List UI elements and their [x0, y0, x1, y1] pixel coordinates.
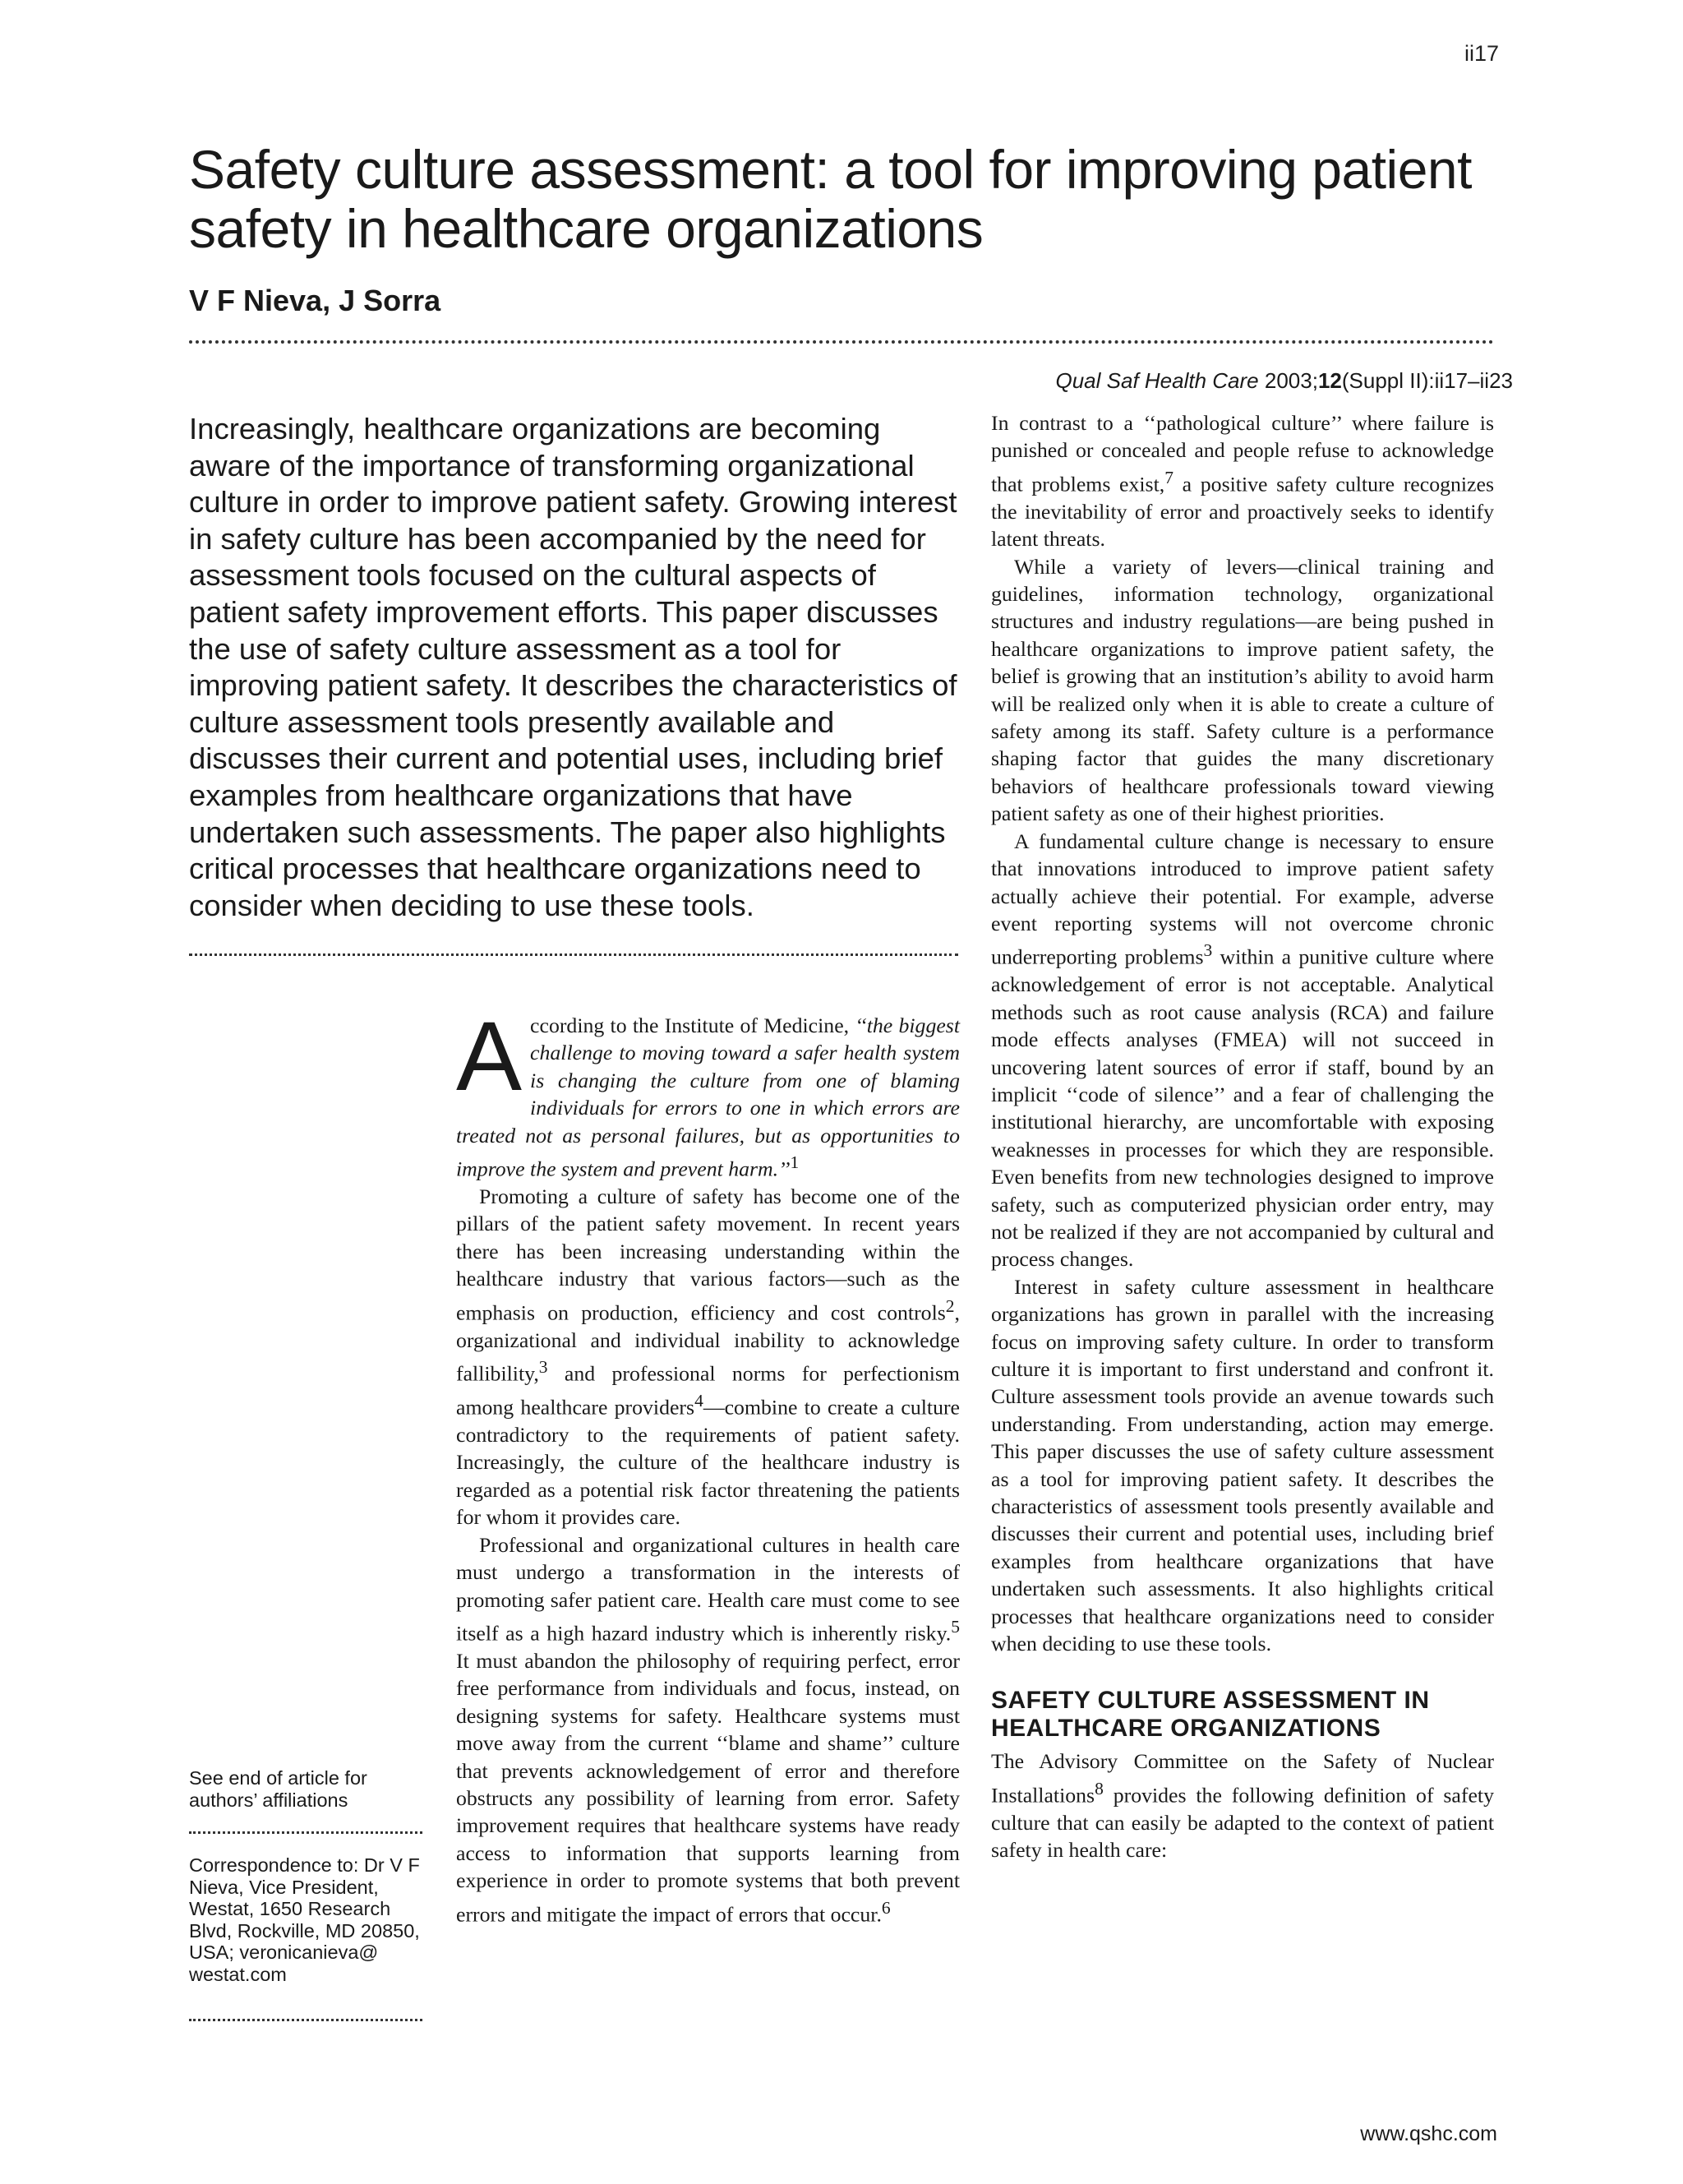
reference-mark: 4	[694, 1391, 703, 1411]
reference-mark: 1	[790, 1152, 800, 1173]
body-paragraph	[991, 1748, 1494, 1863]
body-paragraph-continued	[991, 409, 1494, 553]
authors: V F Nieva, J Sorra	[189, 284, 441, 317]
paragraph-text: a positive safety culture recognizes the inevitability of error and proactively seeks to identify latent threats.	[991, 472, 1494, 552]
intro-lead: ccording to the Institute of Medicine,	[530, 1014, 855, 1037]
reference-mark: 3	[1203, 940, 1213, 961]
reference-mark: 8	[1095, 1778, 1104, 1798]
footer-website[interactable]: www.qshc.com	[1360, 2122, 1497, 2145]
sidebar-divider	[189, 1831, 422, 1834]
paragraph-text: The Advisory Committee on the Safety of Nuclear Installations	[991, 1749, 1494, 1808]
body-column-right	[991, 409, 1494, 1864]
paragraph-text: It must abandon the philosophy of requiring perfect, error free performance from individuals and focus, instead, on designing systems for safety. Healthcare systems must move away from the current ‘‘blame and shame’’ culture that prevents acknowledgement of error and therefore obstructs any possibility of learning from error. Safety improvement requires that healthcare systems have ready access to information that supports learning from experience in order to promote systems that both prevent errors and mitigate the impact of errors that occur.	[456, 1648, 960, 1927]
reference-mark: 5	[951, 1616, 960, 1637]
paragraph-text: Promoting a culture of safety has become one of the pillars of the patient safety movement. In recent years there has been increasing understanding within the healthcare industry that various factors—such as the emphasis on production, efficiency and cost controls	[456, 1184, 960, 1325]
body-paragraph	[456, 1183, 960, 1531]
paragraph-text: In contrast to a ‘‘pathological culture’’ where failure is punished or concealed and people refuse to acknowledge that problems exist,	[991, 411, 1494, 496]
paragraph-text: within a punitive culture where acknowledgement of error is not acceptable. Analytical methods such as root cause analysis (RCA) and failure mode effects analyses (FMEA) will not succeed in uncovering latent sources of error if staff, bound by an implicit ‘‘code of silence’’ and a fear of challenging the institutional hierarchy, are uncomfortable with exposing weaknesses in processes for which they are responsible. Even benefits from new technologies designed to improve safety, such as computerized physician order entry, may not be realized if they are not accompanied by cultural and process changes.	[991, 944, 1494, 1272]
article-title: Safety culture assessment: a tool for improving patient safety in healthcare organizations	[189, 139, 1472, 259]
intro-paragraph	[456, 1001, 960, 1183]
citation-issue-pages: (Suppl II):ii17–ii23	[1341, 368, 1513, 393]
paragraph-text: and professional norms for perfectionism among healthcare providers	[456, 1361, 960, 1420]
affiliations-note: See end of article for authors’ affiliations	[189, 1767, 367, 1811]
abstract-divider	[189, 953, 958, 956]
citation-volume: 12	[1317, 368, 1342, 393]
body-paragraph	[991, 828, 1494, 1273]
body-paragraph: Interest in safety culture assessment in healthcare organizations has grown in parallel with the increasing focus on improving safety culture. In order to transform culture it is important to first understand and confront it. Culture assessment tools provide an avenue towards such understanding. From understanding, action may emerge. This paper discusses the use of safety culture assessment as a tool for improving patient safety. It describes the characteristics of assessment tools presently available and discusses their current and potential uses, including brief examples from healthcare organizations that have undertaken such assessments. It also highlights critical processes that healthcare organizations need to consider when deciding to use these tools.	[991, 1274, 1494, 1656]
abstract: Increasingly, healthcare organizations are becoming aware of the importance of transforming organizational culture in order to improve patient safety. Growing interest in safety culture has been accompanied by the need for assessment tools focused on the cultural aspects of patient safety improvement efforts. This paper discusses the use of safety culture assessment as a tool for improving patient safety. It describes the characteristics of culture assessment tools presently available and discusses their current and potential uses, including brief examples from healthcare organizations that have undertaken such assessments. The paper also highlights critical processes that healthcare organizations need to consider when deciding to use these tools.	[189, 412, 957, 922]
reference-mark: 7	[1164, 467, 1173, 487]
section-heading: SAFETY CULTURE ASSESSMENT IN HEALTHCARE ORGANIZATIONS	[991, 1687, 1430, 1743]
sidebar-divider	[189, 2019, 422, 2021]
citation-year: 2003;	[1264, 368, 1318, 393]
body-paragraph	[456, 1531, 960, 1928]
title-divider	[189, 340, 1494, 344]
intro-quote: ‘‘the biggest challenge to moving toward a safer health system is changing the culture from one of blaming individuals for errors to one in which errors are treated not as personal failures, but as opportunities to improve the system and prevent harm.’’	[456, 1014, 960, 1181]
paragraph-text: , organizational and individual inability to acknowledge fallibility,	[456, 1300, 960, 1386]
reference-mark: 3	[538, 1357, 548, 1378]
paragraph-text: A fundamental culture change is necessary to ensure that innovations introduced to improve patient safety actually achieve their potential. For example, adverse event reporting systems will not overcome chronic underreporting problems	[991, 829, 1494, 969]
paragraph-text: Professional and organizational cultures in health care must undergo a transformation in the interests of promoting safer patient care. Health care must come to see itself as a high hazard industry which is inherently risky.	[456, 1532, 960, 1646]
paragraph-text: provides the following definition of safety culture that can easily be adapted to the context of patient safety in health care:	[991, 1783, 1494, 1863]
citation-journal: Qual Saf Health Care	[1055, 368, 1259, 393]
drop-cap: A	[456, 1001, 523, 1111]
page-number: ii17	[1464, 41, 1499, 66]
reference-mark: 2	[945, 1295, 955, 1316]
body-paragraph: While a variety of levers—clinical training and guidelines, information technology, organizational structures and industry regulations—are being pushed in healthcare organizations to improve patient safety, the belief is growing that an institution’s ability to avoid harm will be realized only when it is able to create a culture of safety among its staff. Safety culture is a performance shaping factor that guides the many discretionary behaviors of healthcare professionals toward viewing patient safety as one of their highest priorities.	[991, 554, 1494, 826]
body-column-middle	[456, 1001, 961, 1928]
citation	[1056, 368, 1514, 394]
reference-mark: 6	[881, 1897, 891, 1918]
paragraph-text: —combine to create a culture contradictory to the requirements of patient safety. Increasingly, the culture of the healthcare industry is regarded as a potential risk factor threatening the patients for whom it provides care.	[456, 1395, 961, 1530]
correspondence: Correspondence to: Dr V F Nieva, Vice President, Westat, 1650 Research Blvd, Rockville, MD 20850, USA; veronicanieva@ westat.com	[189, 1854, 420, 1985]
